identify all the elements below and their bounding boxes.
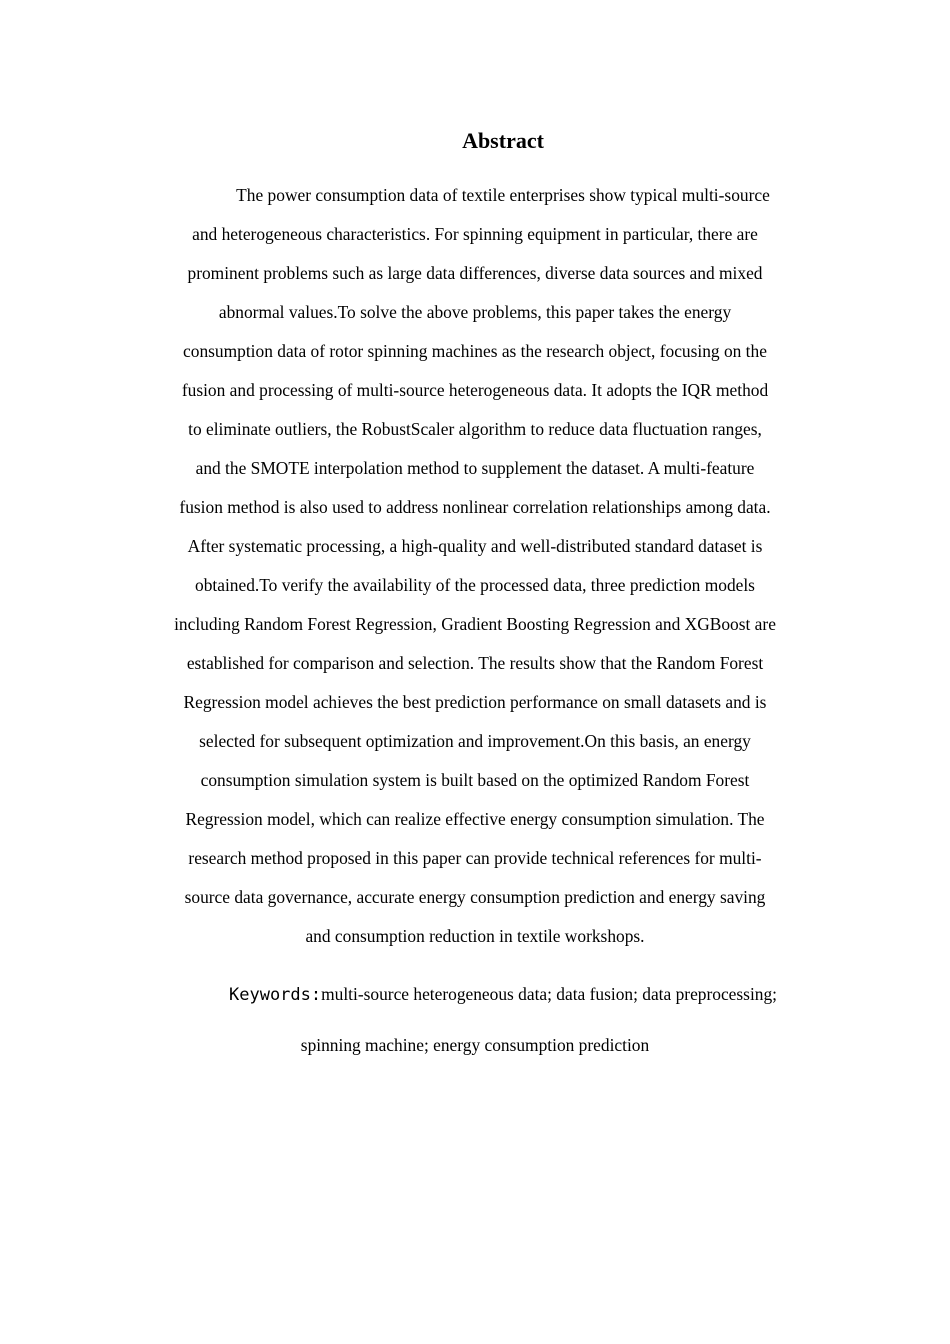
abstract-title: Abstract: [462, 128, 544, 153]
abstract-line: consumption data of rotor spinning machines as the research object, focusing on the: [183, 341, 767, 361]
abstract-line: obtained.To verify the availability of the processed data, three prediction models: [195, 575, 755, 595]
keywords-line-1: [140, 969, 810, 1020]
keywords-label: Keywords:: [229, 985, 322, 1005]
abstract-line: research method proposed in this paper can provide technical references for multi-: [188, 848, 762, 868]
abstract-line: The power consumption data of textile enterprises show typical multi-source: [236, 185, 770, 205]
abstract-body: [140, 176, 810, 956]
abstract-line: established for comparison and selection. The results show that the Random Forest: [186, 653, 764, 673]
abstract-line: selected for subsequent optimization and improvement.On this basis, an energy: [199, 731, 751, 751]
abstract-line: and the SMOTE interpolation method to supplement the dataset. A multi-feature: [195, 458, 755, 478]
abstract-line: and heterogeneous characteristics. For spinning equipment in particular, there are: [192, 224, 758, 244]
abstract-line: abnormal values.To solve the above problems, this paper takes the energy: [218, 302, 732, 322]
abstract-line: including Random Forest Regression, Gradient Boosting Regression and XGBoost are: [174, 614, 776, 634]
abstract-line: After systematic processing, a high-quality and well-distributed standard dataset is: [187, 536, 763, 556]
abstract-line: prominent problems such as large data differences, diverse data sources and mixed: [187, 263, 763, 283]
keywords-values: multi-source heterogeneous data; data fusion; data preprocessing;: [321, 984, 777, 1004]
abstract-line: to eliminate outliers, the RobustScaler algorithm to reduce data fluctuation ranges,: [188, 419, 762, 439]
abstract-line: fusion method is also used to address nonlinear correlation relationships among data.: [179, 497, 771, 517]
abstract-line: fusion and processing of multi-source heterogeneous data. It adopts the IQR method: [181, 380, 769, 400]
abstract-line: Regression model achieves the best prediction performance on small datasets and is: [183, 692, 767, 712]
abstract-line: source data governance, accurate energy consumption prediction and energy saving: [184, 887, 766, 907]
abstract-line: Regression model, which can realize effective energy consumption simulation. The: [185, 809, 765, 829]
keywords-line-2: spinning machine; energy consumption prediction: [300, 1035, 650, 1055]
abstract-line: and consumption reduction in textile workshops.: [305, 926, 645, 946]
keywords-block: [140, 969, 810, 1070]
abstract-line: consumption simulation system is built based on the optimized Random Forest: [200, 770, 750, 790]
